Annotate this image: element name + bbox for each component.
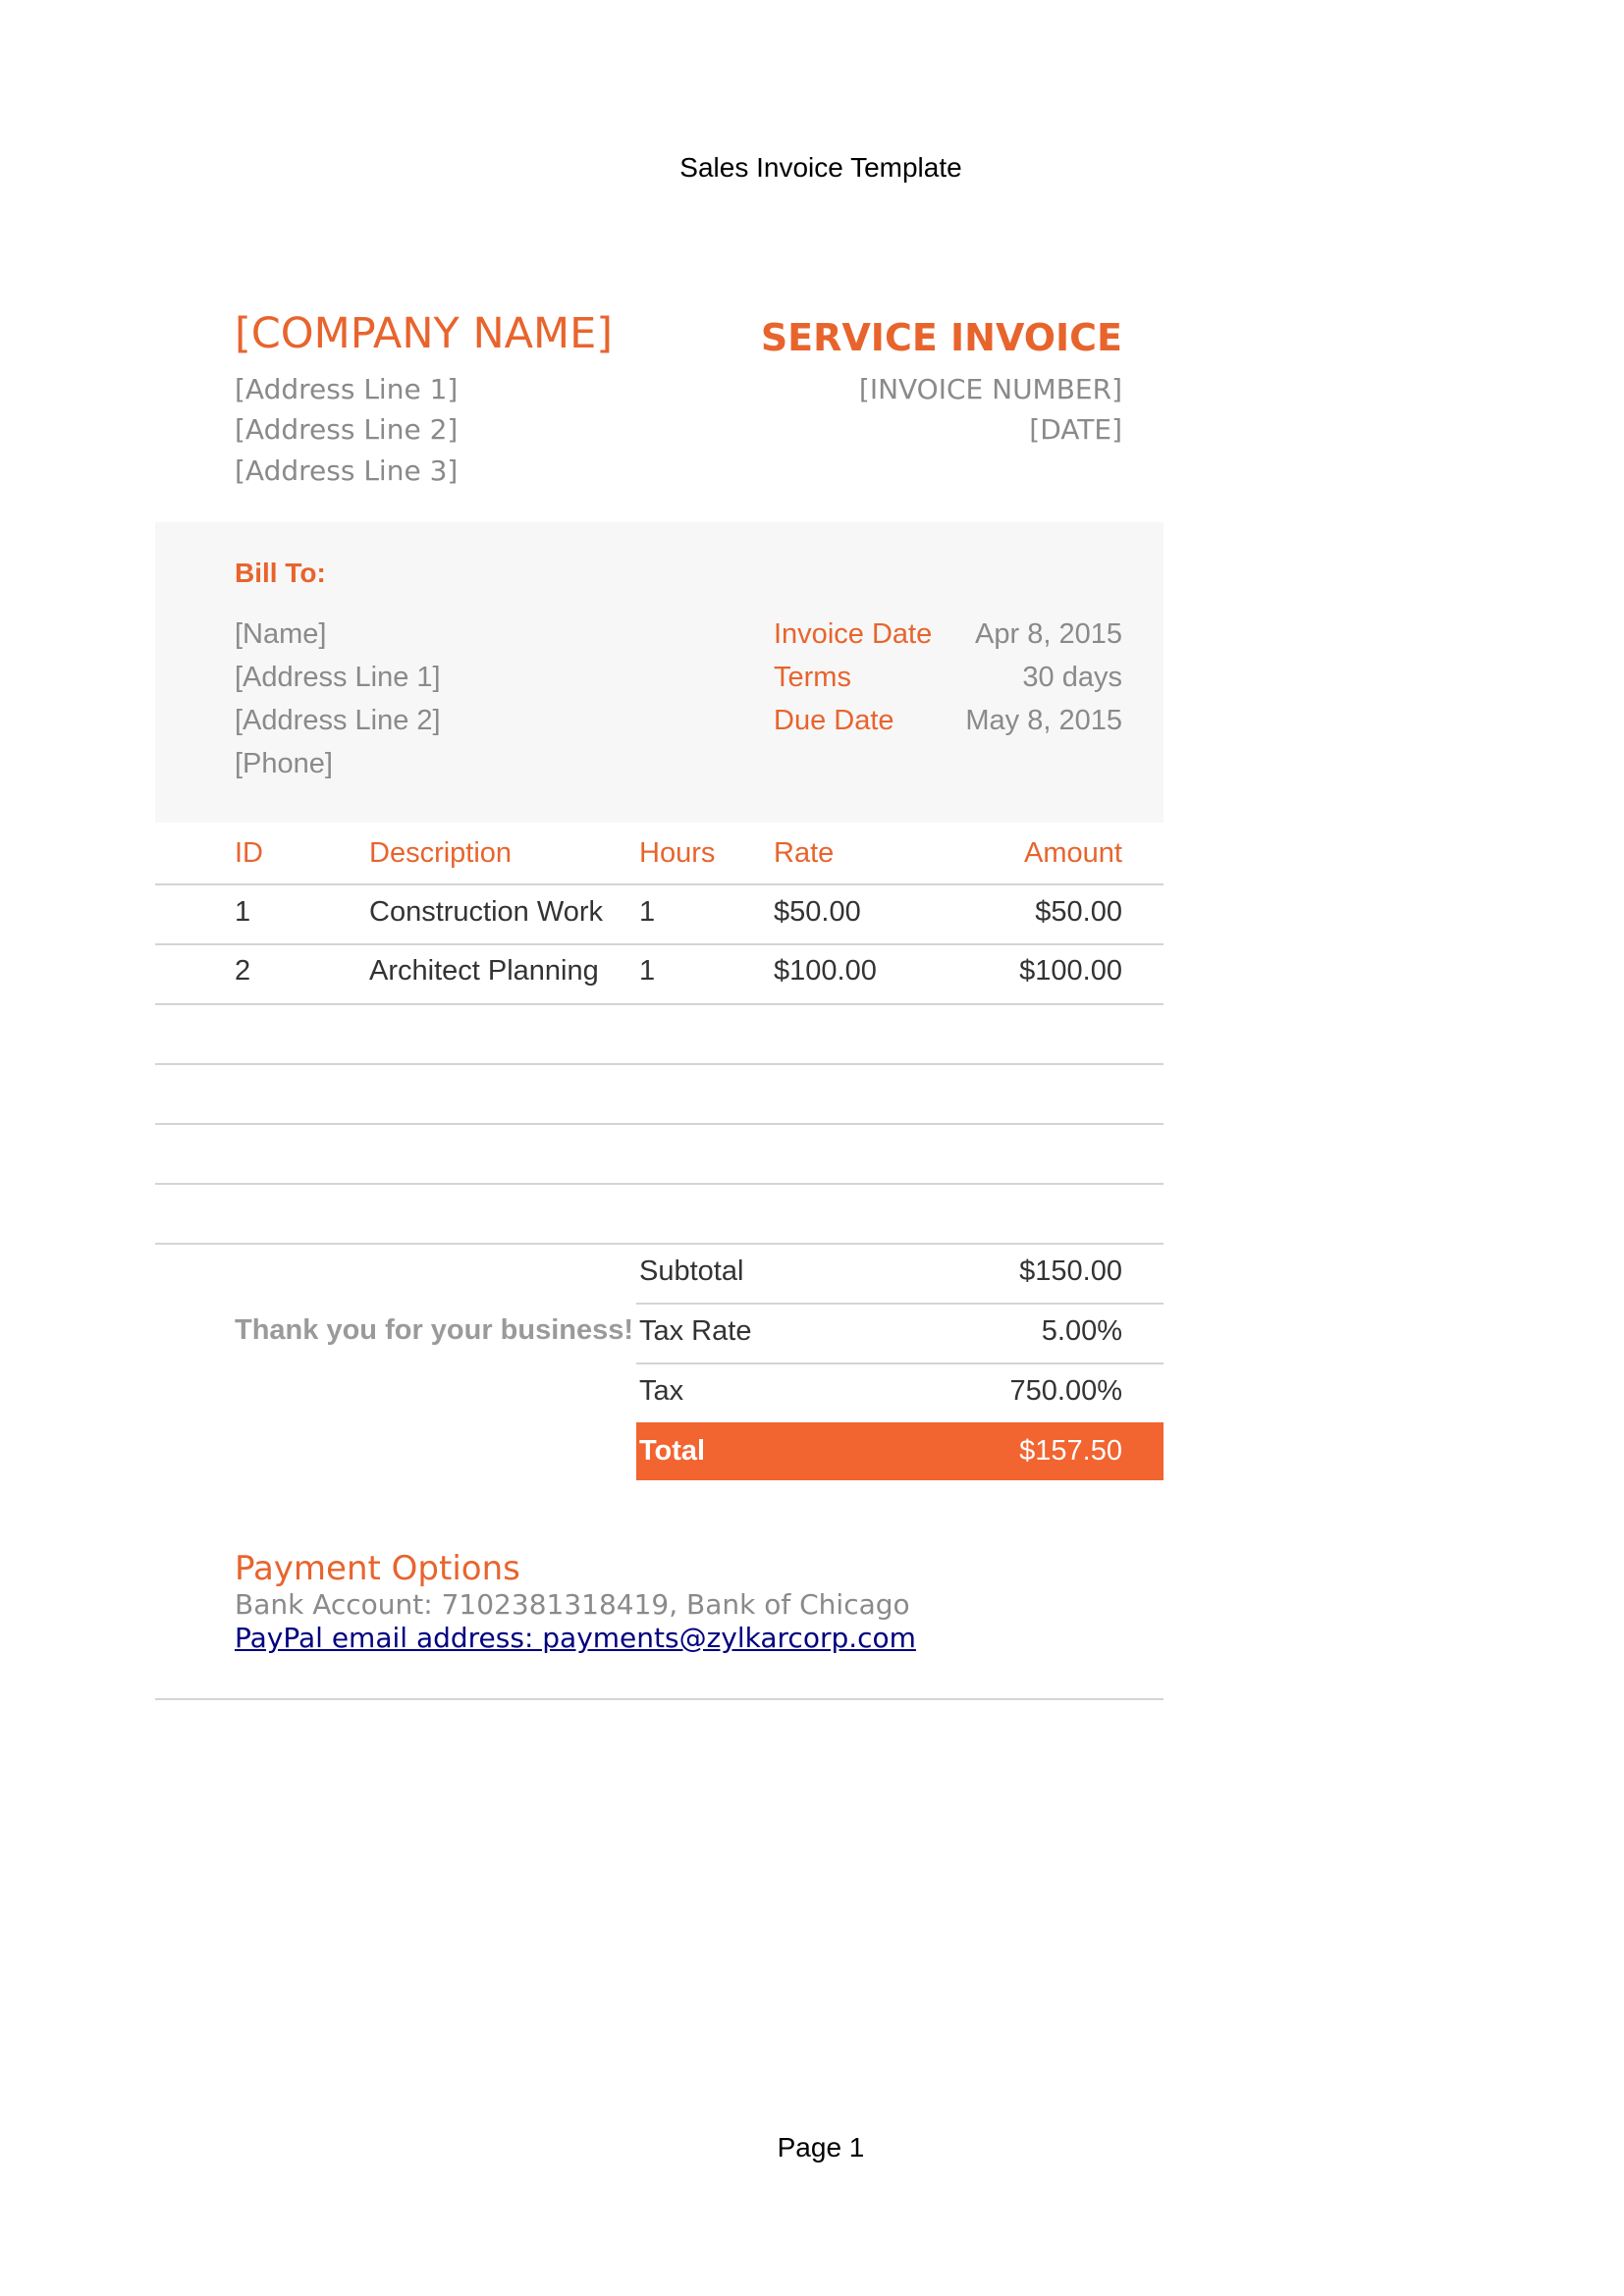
table-divider	[155, 1123, 1164, 1125]
company-address-line-1: [Address Line 1]	[235, 373, 459, 405]
bill-to-address-2: [Address Line 2]	[235, 705, 441, 736]
row-1-amount: $50.00	[1035, 896, 1122, 928]
page-number: Page 1	[777, 2132, 865, 2163]
due-date-value: May 8, 2015	[965, 705, 1122, 736]
summary-divider	[636, 1303, 1164, 1305]
table-divider	[155, 883, 1164, 885]
col-header-rate: Rate	[774, 837, 835, 869]
bill-to-phone: [Phone]	[235, 748, 333, 779]
due-date-label: Due Date	[774, 705, 894, 736]
invoice-date-placeholder: [DATE]	[1029, 413, 1122, 446]
total-label: Total	[639, 1435, 706, 1467]
summary-divider	[636, 1362, 1164, 1364]
tax-label: Tax	[639, 1375, 684, 1407]
thank-you-note: Thank you for your business!	[235, 1314, 634, 1346]
col-header-id: ID	[235, 837, 263, 869]
bill-to-address-1: [Address Line 1]	[235, 662, 441, 693]
row-2-hours: 1	[639, 955, 656, 987]
total-value: $157.50	[1019, 1435, 1122, 1467]
col-header-description: Description	[369, 837, 513, 869]
bank-account-line: Bank Account: 7102381318419, Bank of Chicago	[235, 1588, 910, 1621]
tax-rate-label: Tax Rate	[639, 1315, 752, 1347]
row-2-id: 2	[235, 955, 251, 987]
invoice-date-label: Invoice Date	[774, 618, 933, 650]
company-address-line-2: [Address Line 2]	[235, 413, 459, 446]
row-1-id: 1	[235, 896, 251, 928]
footer-divider	[155, 1698, 1164, 1700]
row-2-amount: $100.00	[1019, 955, 1122, 987]
company-name: [COMPANY NAME]	[235, 309, 614, 358]
tax-value: 750.00%	[1009, 1375, 1122, 1407]
terms-value: 30 days	[1022, 662, 1122, 693]
row-2-description: Architect Planning	[369, 955, 599, 987]
col-header-hours: Hours	[639, 837, 716, 869]
company-address-line-3: [Address Line 3]	[235, 454, 459, 487]
subtotal-label: Subtotal	[639, 1255, 744, 1287]
invoice-title: SERVICE INVOICE	[760, 316, 1122, 359]
row-1-rate: $50.00	[774, 896, 861, 928]
invoice-date-value: Apr 8, 2015	[975, 618, 1122, 650]
col-header-amount: Amount	[1024, 837, 1122, 869]
tax-rate-value: 5.00%	[1041, 1315, 1122, 1347]
subtotal-value: $150.00	[1019, 1255, 1122, 1287]
row-1-description: Construction Work	[369, 896, 603, 928]
row-1-hours: 1	[639, 896, 656, 928]
document-title: Sales Invoice Template	[679, 152, 962, 183]
table-divider	[155, 1243, 1164, 1245]
paypal-email-link[interactable]: PayPal email address: payments@zylkarcorp.com	[235, 1622, 916, 1654]
bill-to-name: [Name]	[235, 618, 327, 650]
table-divider	[155, 1003, 1164, 1005]
table-divider	[155, 1063, 1164, 1065]
table-divider	[155, 1183, 1164, 1185]
terms-label: Terms	[774, 662, 851, 693]
row-2-rate: $100.00	[774, 955, 877, 987]
bill-to-heading: Bill To:	[235, 558, 326, 588]
payment-options-title: Payment Options	[235, 1549, 520, 1588]
invoice-number: [INVOICE NUMBER]	[858, 373, 1122, 405]
table-divider	[155, 943, 1164, 945]
